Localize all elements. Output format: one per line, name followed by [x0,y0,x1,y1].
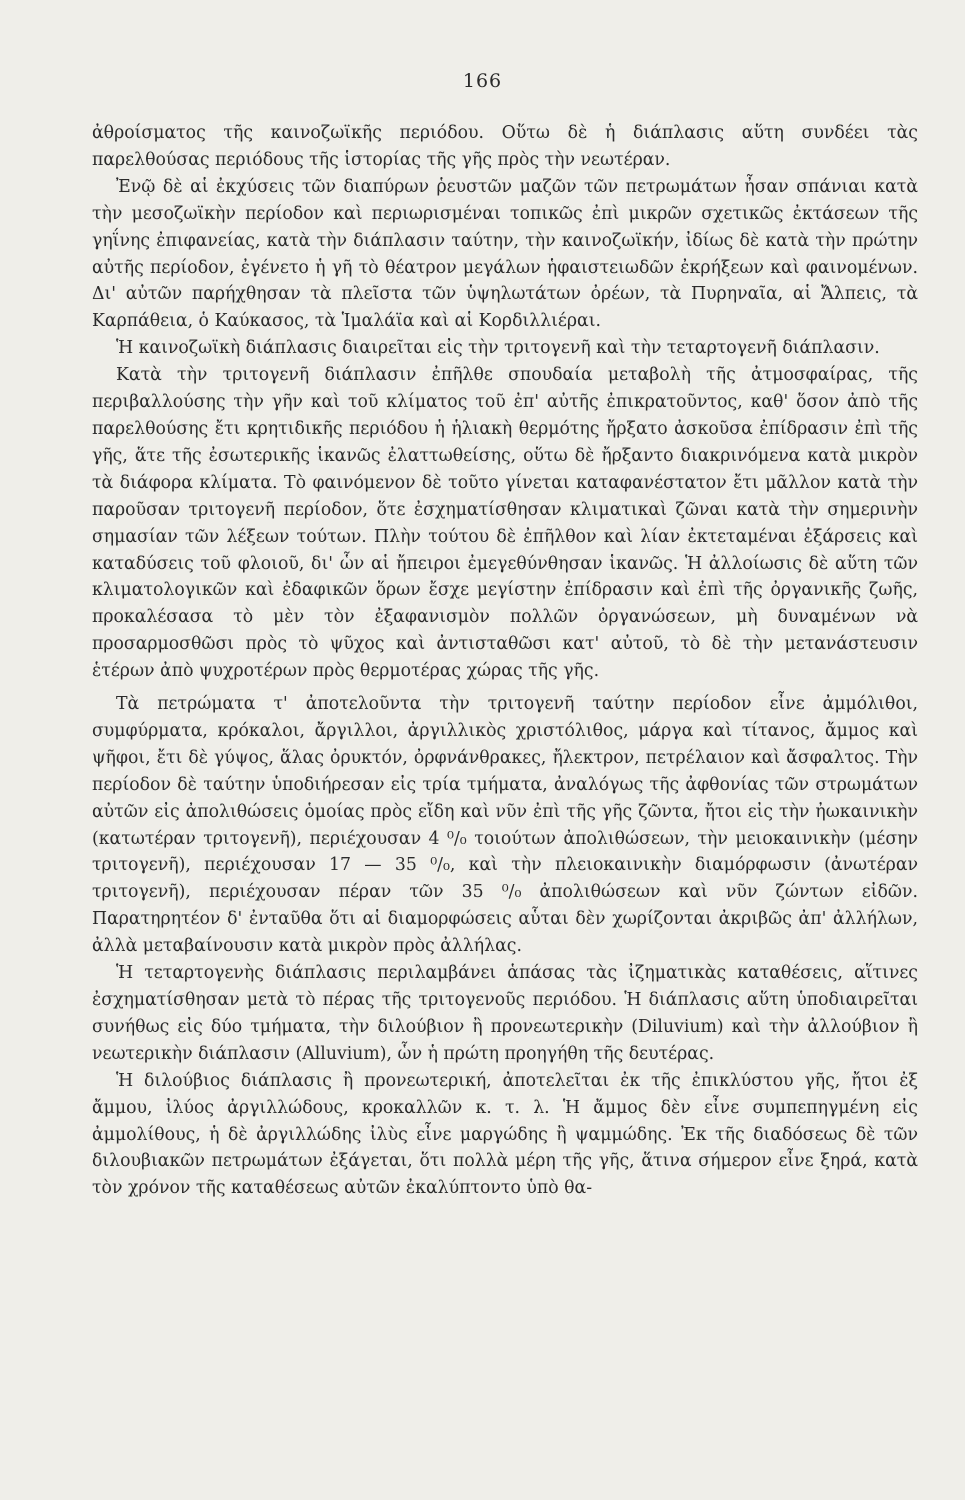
paragraph: Ἡ τεταρτογενὴς διάπλασις περιλαμβάνει ἁπάσας τὰς ἰζηματικὰς καταθέσεις, αἵτινες ἐσχηματίσθησαν μετὰ τὸ πέρας τῆς τριτογενοῦς περιόδου. Ἡ διάπλασις αὕτη ὑποδιαιρεῖται συνήθως εἰς δύο τμήματα, τὴν διλούβιον ἢ προνεωτερικὴν (Diluvium) καὶ τὴν ἀλλούβιον ἢ νεωτερικὴν διάπλασιν (Alluvium), ὧν ἡ πρώτη προηγήθη τῆς δευτέρας. [92,963,918,1064]
page-number: 166 [462,70,503,92]
body-text [92,120,918,1202]
paragraph: Κατὰ τὴν τριτογενῆ διάπλασιν ἐπῆλθε σπουδαία μεταβολὴ τῆς ἀτμοσφαίρας, τῆς περιβαλλούσης τὴν γῆν καὶ τοῦ κλίματος τοῦ ἐπ' αὐτῆς ἐπικρατοῦντος, καθ' ὅσον ἀπὸ τῆς παρελθούσης ἔτι κρητιδικῆς περιόδου ἡ ἡλιακὴ θερμότης ἤρξατο ἀσκοῦσα ἐπίδρασιν ἐπὶ τῆς γῆς, ἅτε τῆς ἐσωτερικῆς ἱκανῶς ἐλαττωθείσης, οὕτω δὲ ἤρξαντο διακρινόμενα κατὰ μικρὸν τὰ διάφορα κλίματα. Τὸ φαινόμενον δὲ τοῦτο γίνεται καταφανέστατον ἔτι μᾶλλον κατὰ τὴν παροῦσαν τριτογενῆ περίοδον, ὅτε ἐσχηματίσθησαν κλιματικαὶ ζῶναι κατὰ τὴν σημερινὴν σημασίαν τῶν λέξεων τούτων. Πλὴν τούτου δὲ ἐπῆλθον καὶ λίαν ἐκτεταμέναι ἐξάρσεις καὶ καταδύσεις τοῦ φλοιοῦ, δι' ὧν αἱ ἤπειροι ἐμεγεθύνθησαν ἱκανῶς. Ἡ ἀλλοίωσις δὲ αὕτη τῶν κλιματολογικῶν καὶ ἐδαφικῶν ὅρων ἔσχε μεγίστην ἐπίδρασιν καὶ ἐπὶ τῆς ὀργανικῆς ζωῆς, προκαλέσασα τὸ μὲν τὸν ἐξαφανισμὸν πολλῶν ὀργανώσεων, μὴ δυναμένων νὰ προσαρμοσθῶσι πρὸς τὸ ψῦχος καὶ ἀντισταθῶσι κατ' αὐτοῦ, τὸ δὲ τὴν μετανάστευσιν ἑτέρων ἀπὸ ψυχροτέρων πρὸς θερμοτέρας χώρας τῆς γῆς. [92,365,918,682]
paragraph: ἀθροίσματος τῆς καινοζωϊκῆς περιόδου. Οὕτω δὲ ἡ διάπλασις αὕτη συνδέει τὰς παρελθούσας περιόδους τῆς ἱστορίας τῆς γῆς πρὸς τὴν νεωτέραν. [92,123,918,170]
paragraph: Τὰ πετρώματα τ' ἀποτελοῦντα τὴν τριτογενῆ ταύτην περίοδον εἶνε ἀμμόλιθοι, συμφύρματα, κρόκαλοι, ἄργιλλοι, ἀργιλλικὸς χριστόλιθος, μάργα καὶ τίτανος, ἄμμος καὶ ψῆφοι, ἔτι δὲ γύψος, ἅλας ὀρυκτόν, ὀρφνάνθρακες, ἤλεκτρον, πετρέλαιον καὶ ἄσφαλτος. Τὴν περίοδον δὲ ταύτην ὑποδιήρεσαν εἰς τρία τμήματα, ἀναλόγως τῆς ἀφθονίας τῶν στρωμάτων αὐτῶν εἰς ἀπολιθώσεις ὁμοίας πρὸς εἴδη καὶ νῦν ἐπὶ τῆς γῆς ζῶντα, ἤτοι εἰς τὴν ἠωκαινικὴν (κατωτέραν τριτογενῆ), περιέχουσαν 4 ⁰/₀ τοιούτων ἀπολιθώσεων, τὴν μειοκαινικὴν (μέσην τριτογενῆ), περιέχουσαν 17 — 35 ⁰/₀, καὶ τὴν πλειοκαινικὴν διαμόρφωσιν (ἀνωτέραν τριτογενῆ), περιέχουσαν πέραν τῶν 35 ⁰/₀ ἀπολιθώσεων καὶ νῦν ζώντων εἰδῶν. Παρατηρητέον δ' ἐνταῦθα ὅτι αἱ διαμορφώσεις αὗται δὲν χωρίζονται ἀκριβῶς ἀπ' ἀλλήλων, ἀλλὰ μεταβαίνουσιν κατὰ μικρὸν πρὸς ἀλλήλας. [92,694,918,957]
paragraph: Ἡ διλούβιος διάπλασις ἢ προνεωτερική, ἀποτελεῖται ἐκ τῆς ἐπικλύστου γῆς, ἤτοι ἐξ ἄμμου, ἰλύος ἀργιλλώδους, κροκαλλῶν κ. τ. λ. Ἡ ἄμμος δὲν εἶνε συμπεπηγμένη εἰς ἀμμολίθους, ἡ δὲ ἀργιλλώδης ἰλὺς εἶνε μαργώδης ἢ ψαμμώδης. Ἐκ τῆς διαδόσεως δὲ τῶν διλουβιακῶν πετρωμάτων ἐξάγεται, ὅτι πολλὰ μέρη τῆς γῆς, ἅτινα σήμερον εἶνε ξηρά, κατὰ τὸν χρόνον τῆς καταθέσεως αὐτῶν ἐκαλύπτοντο ὑπὸ θα- [92,1070,918,1199]
paragraph: Ἡ καινοζωϊκὴ διάπλασις διαιρεῖται εἰς τὴν τριτογενῆ καὶ τὴν τεταρτογενῆ διάπλασιν. [116,338,880,359]
paragraph: Ἐνῷ δὲ αἱ ἐκχύσεις τῶν διαπύρων ῥευστῶν μαζῶν τῶν πετρωμάτων ἦσαν σπάνιαι κατὰ τὴν μεσοζωϊκὴν περίοδον καὶ περιωρισμέναι τοπικῶς ἐπὶ μικρῶν σχετικῶς ἐκτάσεων τῆς γηΐνης ἐπιφανείας, κατὰ τὴν διάπλασιν ταύτην, τὴν καινοζωϊκήν, ἰδίως δὲ κατὰ τὴν πρώτην αὐτῆς περίοδον, ἐγένετο ἡ γῆ τὸ θέατρον μεγάλων ἡφαιστειωδῶν ἐκρήξεων καὶ φαινομένων. Δι' αὐτῶν παρήχθησαν τὰ πλεῖστα τῶν ὑψηλωτάτων ὀρέων, τὰ Πυρηναῖα, αἱ Ἄλπεις, τὰ Καρπάθεια, ὁ Καύκασος, τὰ Ἱμαλάϊα καὶ αἱ Κορδιλλιέραι. [92,176,918,332]
